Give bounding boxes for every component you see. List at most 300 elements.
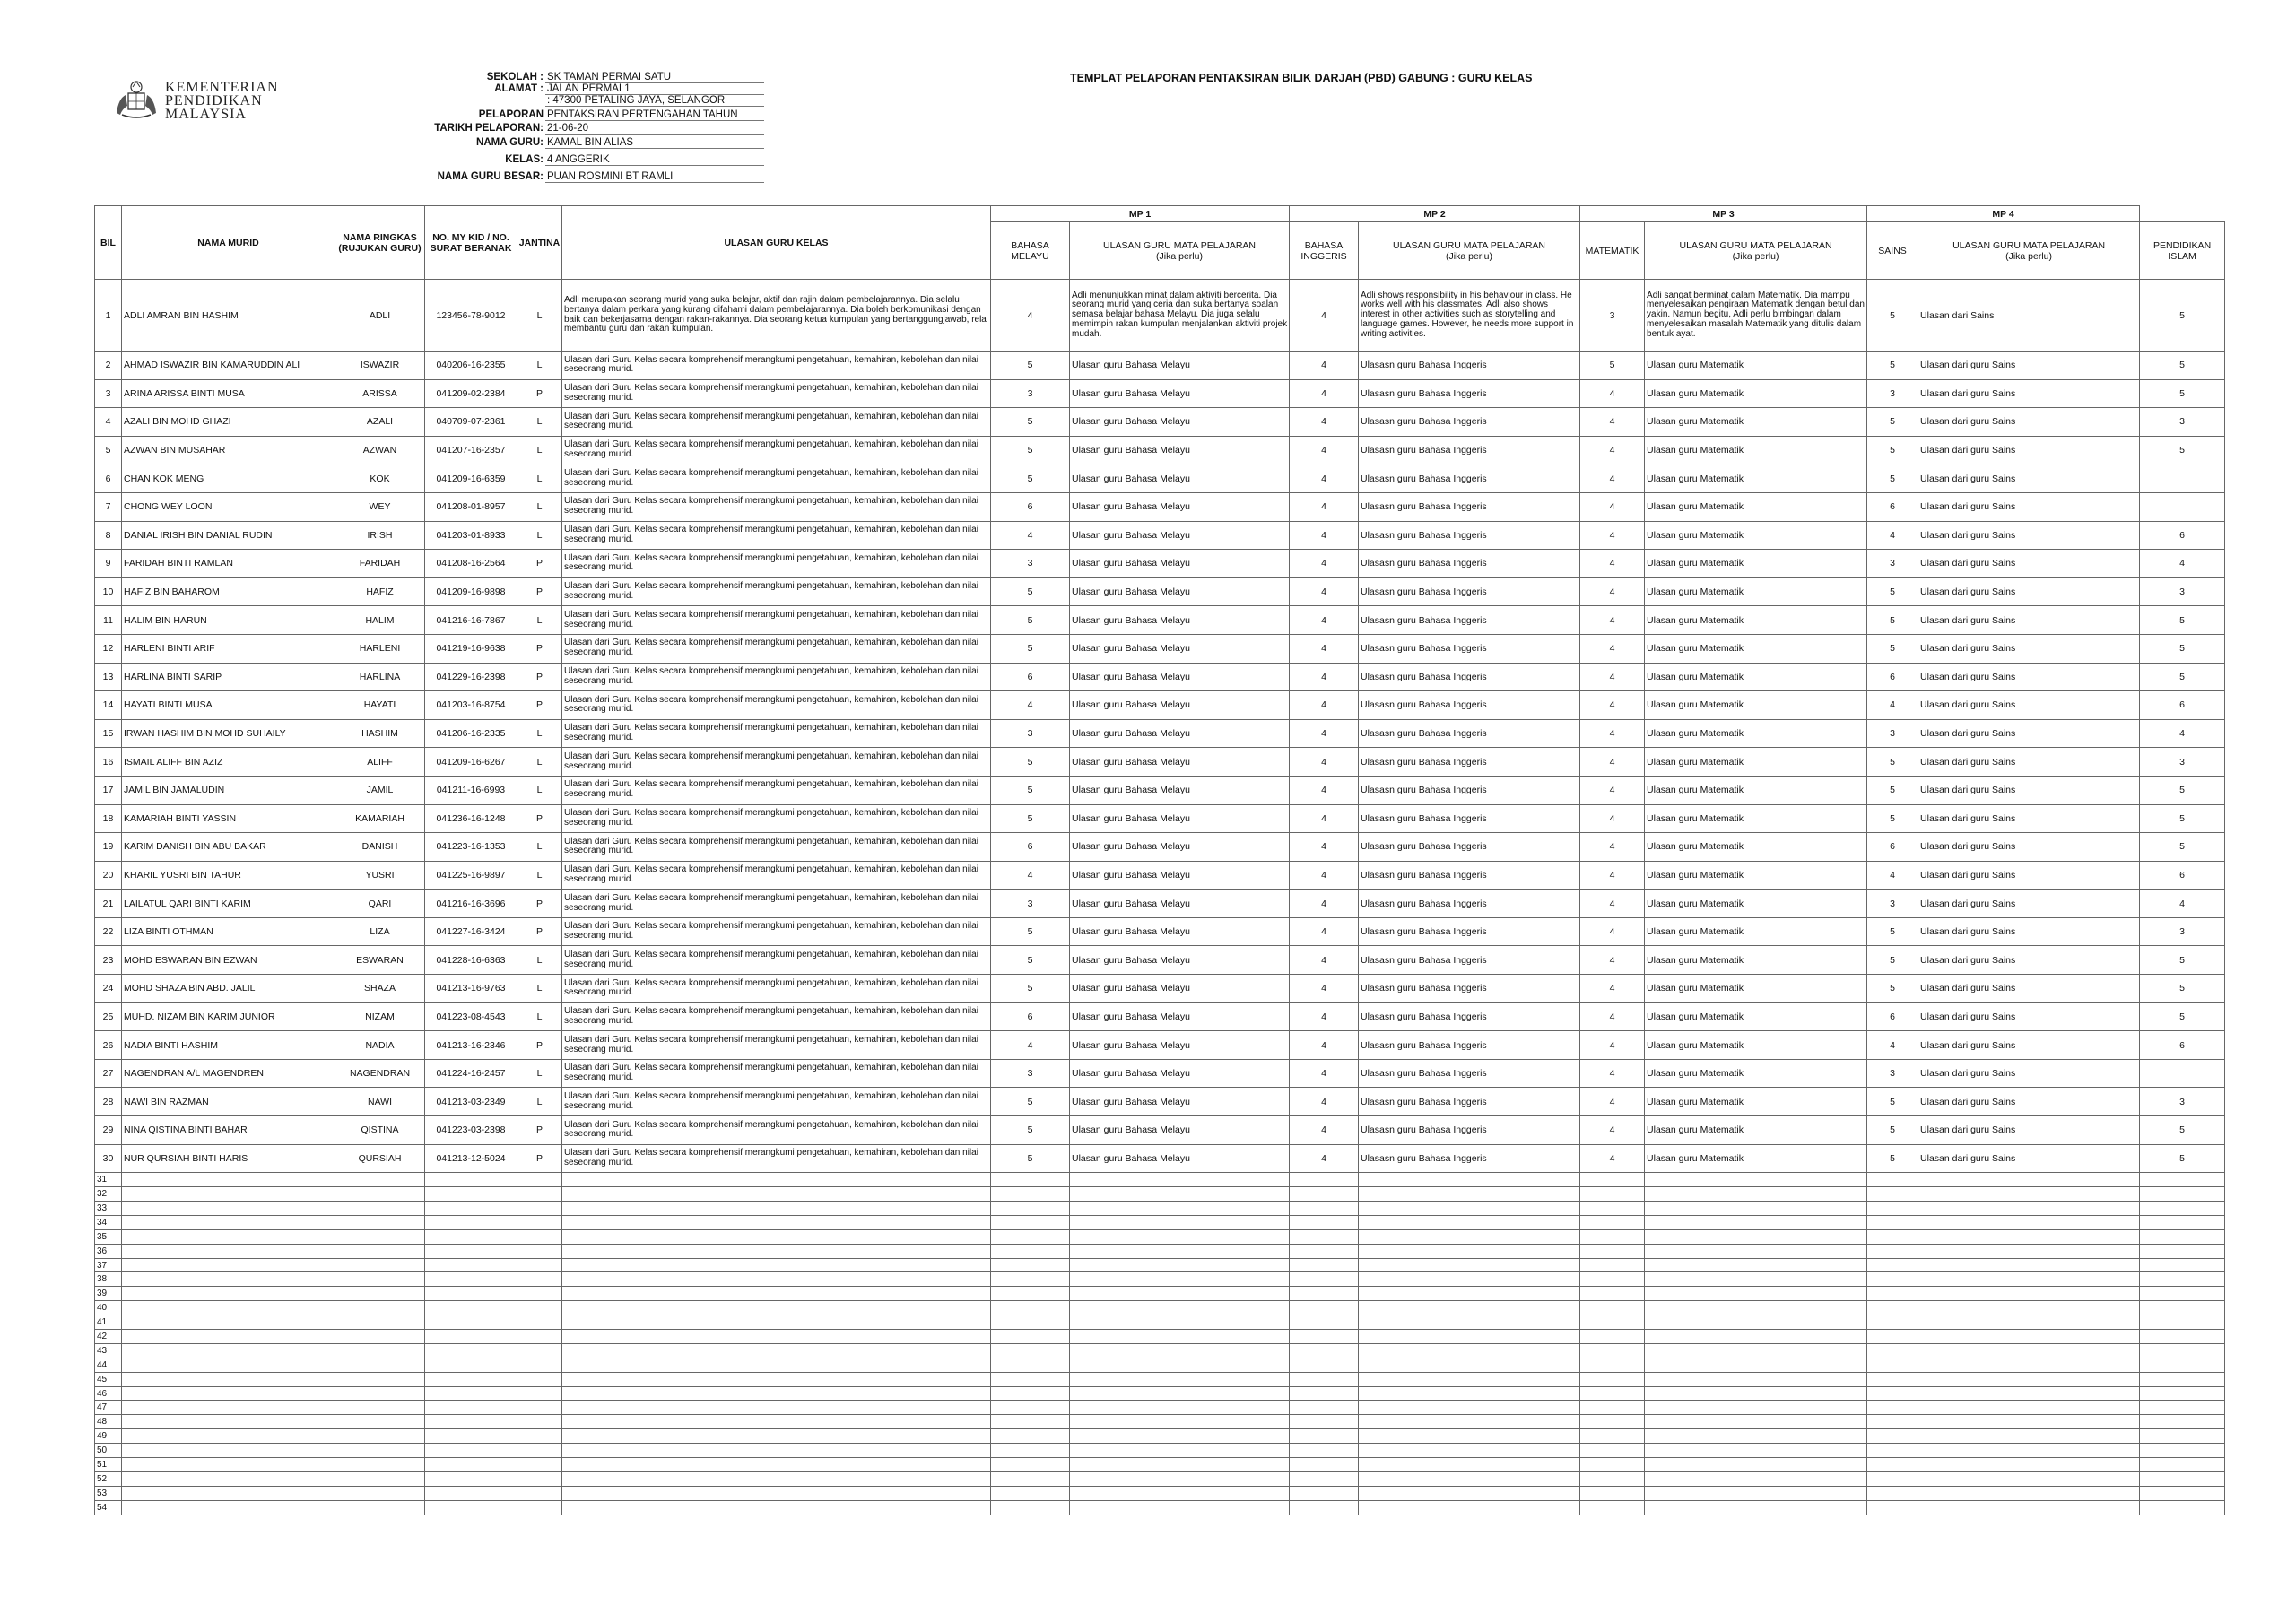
cell-empty xyxy=(562,1500,991,1515)
cell-jantina: P xyxy=(517,890,562,918)
cell-bi: 4 xyxy=(1290,776,1359,804)
cell-ulasan-kelas: Ulasan dari Guru Kelas secara komprehensif merangkumi pengetahuan, kemahiran, kebolehan dan nilai seseorang murid. xyxy=(562,917,991,946)
cell-ulasan-kelas: Ulasan dari Guru Kelas secara komprehensif merangkumi pengetahuan, kemahiran, kebolehan dan nilai seseorang murid. xyxy=(562,379,991,408)
cell-bil: 4 xyxy=(95,408,122,437)
cell-empty xyxy=(1580,1415,1645,1429)
cell-jantina: L xyxy=(517,606,562,635)
cell-sn-ulasan: Ulasan dari guru Sains xyxy=(1918,691,2140,720)
cell-empty xyxy=(335,1258,425,1272)
table-row xyxy=(95,1059,2225,1088)
cell-empty xyxy=(562,1215,991,1229)
cell-ringkas: ESWARAN xyxy=(335,946,425,975)
cell-ringkas: JAMIL xyxy=(335,776,425,804)
cell-empty xyxy=(1645,1486,1867,1500)
cell-empty xyxy=(1070,1215,1290,1229)
cell-sn: 5 xyxy=(1867,1116,1918,1145)
cell-pi: 5 xyxy=(2140,1002,2225,1031)
cell-empty xyxy=(1359,1202,1580,1216)
cell-bil: 23 xyxy=(95,946,122,975)
cell-ringkas: NADIA xyxy=(335,1031,425,1060)
cell-empty xyxy=(517,1244,562,1258)
cell-empty xyxy=(335,1215,425,1229)
cell-ringkas: FARIDAH xyxy=(335,550,425,578)
cell-ringkas: HALIM xyxy=(335,606,425,635)
cell-mykid: 041216-16-7867 xyxy=(425,606,517,635)
cell-empty xyxy=(425,1258,517,1272)
cell-bm-ulasan: Ulasan guru Bahasa Melayu xyxy=(1070,634,1290,663)
cell-empty xyxy=(2140,1202,2225,1216)
cell-empty xyxy=(991,1301,1070,1315)
cell-empty xyxy=(425,1287,517,1301)
cell-sn-ulasan: Ulasan dari guru Sains xyxy=(1918,577,2140,606)
cell-empty xyxy=(1867,1458,1918,1472)
cell-empty xyxy=(1645,1244,1867,1258)
cell-bi-ulasan: Ulasasn guru Bahasa Inggeris xyxy=(1359,691,1580,720)
cell-bil: 30 xyxy=(95,1144,122,1173)
cell-bil: 17 xyxy=(95,776,122,804)
cell-ulasan-kelas: Adli merupakan seorang murid yang suka belajar, aktif dan rajin dalam pembelajarannya. Dia selalu bertanya dalam perkara yang kurang difahami dalam pembelajarannya. Dia boleh berkomunikasi dengan baik dan bekerjasama dengan rakan-rakannya. Dia seorang ketua kumpulan yang bertanggungjawab, rela membantu guru dan rakan kumpulan. xyxy=(562,280,991,352)
cell-empty xyxy=(335,1244,425,1258)
cell-bm-ulasan: Ulasan guru Bahasa Melayu xyxy=(1070,946,1290,975)
cell-empty xyxy=(1290,1372,1359,1386)
table-row xyxy=(95,890,2225,918)
cell-empty xyxy=(2140,1444,2225,1458)
coat-of-arms-icon xyxy=(113,79,160,118)
cell-sn: 5 xyxy=(1867,634,1918,663)
cell-empty xyxy=(562,1372,991,1386)
cell-empty xyxy=(1918,1272,2140,1287)
empty-row xyxy=(95,1244,2225,1258)
sn-jika-perlu: (Jika perlu) xyxy=(2005,250,2053,262)
cell-bm: 5 xyxy=(991,436,1070,464)
empty-row xyxy=(95,1386,2225,1401)
cell-ringkas: KOK xyxy=(335,464,425,493)
cell-nama: IRWAN HASHIM BIN MOHD SUHAILY xyxy=(122,719,335,748)
cell-mykid: 041213-03-2349 xyxy=(425,1088,517,1116)
cell-jantina: P xyxy=(517,634,562,663)
cell-empty xyxy=(1918,1415,2140,1429)
col-jantina-header: JANTINA xyxy=(517,206,562,280)
cell-sn-ulasan: Ulasan dari guru Sains xyxy=(1918,748,2140,777)
cell-empty xyxy=(122,1386,335,1401)
cell-empty xyxy=(1290,1287,1359,1301)
cell-empty xyxy=(1918,1486,2140,1500)
cell-empty xyxy=(1918,1386,2140,1401)
cell-empty xyxy=(1918,1202,2140,1216)
cell-empty xyxy=(1867,1343,1918,1358)
cell-empty xyxy=(1645,1287,1867,1301)
cell-empty xyxy=(1359,1429,1580,1444)
cell-empty xyxy=(2140,1301,2225,1315)
cell-empty xyxy=(1070,1471,1290,1486)
cell-empty xyxy=(1645,1343,1867,1358)
cell-empty xyxy=(1580,1202,1645,1216)
cell-mykid: 041203-01-8933 xyxy=(425,521,517,550)
cell-sn: 3 xyxy=(1867,719,1918,748)
cell-sn: 5 xyxy=(1867,776,1918,804)
cell-empty xyxy=(2140,1372,2225,1386)
cell-bi-ulasan: Ulasasn guru Bahasa Inggeris xyxy=(1359,521,1580,550)
cell-mt: 4 xyxy=(1580,719,1645,748)
cell-pi: 5 xyxy=(2140,1144,2225,1173)
cell-bil: 1 xyxy=(95,280,122,352)
cell-sn-ulasan: Ulasan dari Sains xyxy=(1918,280,2140,352)
cell-empty xyxy=(562,1458,991,1472)
cell-nama: AHMAD ISWAZIR BIN KAMARUDDIN ALI xyxy=(122,352,335,380)
cell-empty xyxy=(1290,1187,1359,1202)
cell-jantina: L xyxy=(517,946,562,975)
cell-mt-ulasan: Ulasan guru Matematik xyxy=(1645,1116,1867,1145)
cell-empty xyxy=(1070,1315,1290,1330)
cell-mt: 4 xyxy=(1580,1002,1645,1031)
cell-pi: 6 xyxy=(2140,691,2225,720)
pelaporan-value: PENTAKSIRAN PERTENGAHAN TAHUN xyxy=(545,109,764,121)
cell-empty xyxy=(991,1500,1070,1515)
cell-pi xyxy=(2140,492,2225,521)
cell-empty xyxy=(991,1471,1070,1486)
table-row xyxy=(95,1116,2225,1145)
cell-empty xyxy=(1070,1415,1290,1429)
cell-bm: 6 xyxy=(991,663,1070,691)
cell-empty xyxy=(1070,1173,1290,1187)
cell-empty xyxy=(2140,1173,2225,1187)
cell-empty xyxy=(335,1343,425,1358)
cell-bi-ulasan: Ulasasn guru Bahasa Inggeris xyxy=(1359,606,1580,635)
cell-sn: 5 xyxy=(1867,917,1918,946)
cell-bm-ulasan: Ulasan guru Bahasa Melayu xyxy=(1070,1059,1290,1088)
cell-empty xyxy=(1580,1429,1645,1444)
cell-mt-ulasan: Ulasan guru Matematik xyxy=(1645,804,1867,833)
cell-bm: 4 xyxy=(991,861,1070,890)
cell-empty xyxy=(1580,1187,1645,1202)
empty-row xyxy=(95,1358,2225,1372)
table-row xyxy=(95,861,2225,890)
table-row xyxy=(95,663,2225,691)
empty-row xyxy=(95,1301,2225,1315)
cell-empty xyxy=(335,1415,425,1429)
cell-bm: 5 xyxy=(991,804,1070,833)
cell-empty xyxy=(425,1330,517,1344)
report-meta xyxy=(430,72,789,183)
cell-empty xyxy=(1645,1301,1867,1315)
cell-ringkas: DANISH xyxy=(335,833,425,862)
cell-empty xyxy=(2140,1187,2225,1202)
cell-empty xyxy=(335,1500,425,1515)
cell-empty xyxy=(1918,1343,2140,1358)
cell-empty xyxy=(335,1386,425,1401)
cell-empty xyxy=(1918,1330,2140,1344)
col-mt-ulasan-header xyxy=(1645,222,1867,280)
cell-empty xyxy=(2140,1415,2225,1429)
cell-empty xyxy=(425,1272,517,1287)
cell-empty xyxy=(1070,1343,1290,1358)
tarikh-label: TARIKH PELAPORAN: xyxy=(434,123,544,134)
cell-nama: NINA QISTINA BINTI BAHAR xyxy=(122,1116,335,1145)
mt-jika-perlu: (Jika perlu) xyxy=(1732,250,1779,262)
cell-mt: 4 xyxy=(1580,975,1645,1003)
cell-empty xyxy=(1918,1315,2140,1330)
cell-bm-ulasan: Ulasan guru Bahasa Melayu xyxy=(1070,408,1290,437)
cell-empty xyxy=(517,1486,562,1500)
alamat-label: ALAMAT : xyxy=(494,83,544,94)
cell-bi-ulasan: Ulasasn guru Bahasa Inggeris xyxy=(1359,748,1580,777)
cell-nama: FARIDAH BINTI RAMLAN xyxy=(122,550,335,578)
bm-jika-perlu: (Jika perlu) xyxy=(1156,250,1203,262)
cell-sn: 6 xyxy=(1867,833,1918,862)
cell-empty xyxy=(517,1173,562,1187)
cell-bi: 4 xyxy=(1290,521,1359,550)
cell-bm-ulasan: Ulasan guru Bahasa Melayu xyxy=(1070,606,1290,635)
cell-bil: 42 xyxy=(95,1330,122,1344)
cell-empty xyxy=(122,1301,335,1315)
cell-sn-ulasan: Ulasan dari guru Sains xyxy=(1918,408,2140,437)
table-row xyxy=(95,946,2225,975)
cell-bm: 5 xyxy=(991,352,1070,380)
cell-pi: 5 xyxy=(2140,833,2225,862)
cell-bil: 43 xyxy=(95,1343,122,1358)
cell-bi-ulasan: Ulasasn guru Bahasa Inggeris xyxy=(1359,946,1580,975)
table-row xyxy=(95,917,2225,946)
cell-empty xyxy=(1867,1429,1918,1444)
pelaporan-label: PELAPORAN xyxy=(478,109,544,120)
cell-empty xyxy=(1359,1386,1580,1401)
cell-empty xyxy=(1290,1272,1359,1287)
cell-empty xyxy=(1918,1258,2140,1272)
cell-empty xyxy=(1359,1486,1580,1500)
cell-mt-ulasan: Ulasan guru Matematik xyxy=(1645,748,1867,777)
cell-sn: 5 xyxy=(1867,946,1918,975)
cell-mt-ulasan: Ulasan guru Matematik xyxy=(1645,606,1867,635)
cell-empty xyxy=(1580,1330,1645,1344)
cell-empty xyxy=(1867,1187,1918,1202)
cell-jantina: P xyxy=(517,1116,562,1145)
cell-empty xyxy=(1070,1401,1290,1415)
cell-empty xyxy=(1290,1444,1359,1458)
cell-empty xyxy=(991,1287,1070,1301)
cell-bi: 4 xyxy=(1290,833,1359,862)
cell-ulasan-kelas: Ulasan dari Guru Kelas secara komprehensif merangkumi pengetahuan, kemahiran, kebolehan dan nilai seseorang murid. xyxy=(562,521,991,550)
cell-bil: 13 xyxy=(95,663,122,691)
cell-empty xyxy=(1290,1486,1359,1500)
cell-empty xyxy=(1867,1500,1918,1515)
cell-empty xyxy=(2140,1244,2225,1258)
cell-empty xyxy=(1290,1315,1359,1330)
cell-empty xyxy=(562,1287,991,1301)
cell-empty xyxy=(425,1458,517,1472)
cell-empty xyxy=(991,1401,1070,1415)
cell-mt-ulasan: Ulasan guru Matematik xyxy=(1645,719,1867,748)
cell-empty xyxy=(1645,1330,1867,1344)
cell-sn-ulasan: Ulasan dari guru Sains xyxy=(1918,917,2140,946)
cell-jantina: P xyxy=(517,804,562,833)
cell-bi-ulasan: Ulasasn guru Bahasa Inggeris xyxy=(1359,833,1580,862)
cell-bi: 4 xyxy=(1290,577,1359,606)
cell-bil: 32 xyxy=(95,1187,122,1202)
cell-sn: 5 xyxy=(1867,352,1918,380)
cell-empty xyxy=(1918,1173,2140,1187)
cell-bm-ulasan: Ulasan guru Bahasa Melayu xyxy=(1070,691,1290,720)
cell-empty xyxy=(1580,1287,1645,1301)
cell-empty xyxy=(562,1187,991,1202)
cell-bil: 6 xyxy=(95,464,122,493)
cell-mt-ulasan: Ulasan guru Matematik xyxy=(1645,521,1867,550)
cell-nama: AZWAN BIN MUSAHAR xyxy=(122,436,335,464)
cell-bil: 50 xyxy=(95,1444,122,1458)
cell-empty xyxy=(1359,1287,1580,1301)
cell-empty xyxy=(1070,1229,1290,1244)
cell-empty xyxy=(1580,1471,1645,1486)
cell-mt: 4 xyxy=(1580,691,1645,720)
cell-empty xyxy=(335,1229,425,1244)
cell-mt-ulasan: Ulasan guru Matematik xyxy=(1645,861,1867,890)
cell-empty xyxy=(1580,1301,1645,1315)
cell-bi: 4 xyxy=(1290,492,1359,521)
cell-empty xyxy=(1070,1330,1290,1344)
cell-nama: HARLENI BINTI ARIF xyxy=(122,634,335,663)
cell-bi: 4 xyxy=(1290,464,1359,493)
cell-empty xyxy=(1359,1343,1580,1358)
cell-pi xyxy=(2140,1059,2225,1088)
cell-mt-ulasan: Ulasan guru Matematik xyxy=(1645,634,1867,663)
table-row xyxy=(95,691,2225,720)
cell-empty xyxy=(335,1315,425,1330)
cell-mt: 4 xyxy=(1580,436,1645,464)
cell-jantina: L xyxy=(517,1002,562,1031)
cell-bi-ulasan: Ulasasn guru Bahasa Inggeris xyxy=(1359,1116,1580,1145)
cell-nama: ARINA ARISSA BINTI MUSA xyxy=(122,379,335,408)
cell-empty xyxy=(1070,1458,1290,1472)
cell-empty xyxy=(1645,1458,1867,1472)
cell-bil: 29 xyxy=(95,1116,122,1145)
document-title: TEMPLAT PELAPORAN PENTAKSIRAN BILIK DARJAH (PBD) GABUNG : GURU KELAS xyxy=(1070,72,1533,84)
cell-empty xyxy=(335,1429,425,1444)
col-bi-header: BAHASA INGGERIS xyxy=(1290,222,1359,280)
cell-nama: LAILATUL QARI BINTI KARIM xyxy=(122,890,335,918)
empty-row xyxy=(95,1173,2225,1187)
cell-sn: 4 xyxy=(1867,1031,1918,1060)
cell-ulasan-kelas: Ulasan dari Guru Kelas secara komprehensif merangkumi pengetahuan, kemahiran, kebolehan dan nilai seseorang murid. xyxy=(562,550,991,578)
cell-empty xyxy=(991,1330,1070,1344)
cell-empty xyxy=(1867,1330,1918,1344)
cell-mt: 5 xyxy=(1580,352,1645,380)
cell-ringkas: ISWAZIR xyxy=(335,352,425,380)
cell-sn-ulasan: Ulasan dari guru Sains xyxy=(1918,1144,2140,1173)
tarikh-value: 21-06-20 xyxy=(545,123,764,135)
cell-bm: 5 xyxy=(991,975,1070,1003)
cell-bm-ulasan: Ulasan guru Bahasa Melayu xyxy=(1070,436,1290,464)
empty-row xyxy=(95,1330,2225,1344)
cell-mt: 4 xyxy=(1580,464,1645,493)
cell-empty xyxy=(1070,1429,1290,1444)
cell-mt: 4 xyxy=(1580,634,1645,663)
cell-sn-ulasan: Ulasan dari guru Sains xyxy=(1918,436,2140,464)
cell-nama: HAYATI BINTI MUSA xyxy=(122,691,335,720)
cell-empty xyxy=(335,1202,425,1216)
cell-empty xyxy=(335,1458,425,1472)
cell-bi: 4 xyxy=(1290,634,1359,663)
cell-empty xyxy=(562,1229,991,1244)
cell-nama: ADLI AMRAN BIN HASHIM xyxy=(122,280,335,352)
cell-empty xyxy=(517,1458,562,1472)
cell-bi-ulasan: Ulasasn guru Bahasa Inggeris xyxy=(1359,577,1580,606)
cell-mt-ulasan: Ulasan guru Matematik xyxy=(1645,408,1867,437)
empty-row xyxy=(95,1272,2225,1287)
cell-bi: 4 xyxy=(1290,663,1359,691)
col-ringkas-header: NAMA RINGKAS (RUJUKAN GURU) xyxy=(335,206,425,280)
cell-empty xyxy=(562,1330,991,1344)
cell-empty xyxy=(425,1372,517,1386)
cell-empty xyxy=(2140,1215,2225,1229)
cell-bm-ulasan: Ulasan guru Bahasa Melayu xyxy=(1070,1002,1290,1031)
cell-bil: 12 xyxy=(95,634,122,663)
cell-ulasan-kelas: Ulasan dari Guru Kelas secara komprehensif merangkumi pengetahuan, kemahiran, kebolehan dan nilai seseorang murid. xyxy=(562,975,991,1003)
guru-besar-label: NAMA GURU BESAR: xyxy=(437,171,544,182)
cell-mt: 4 xyxy=(1580,1144,1645,1173)
col-mt-header: MATEMATIK xyxy=(1580,222,1645,280)
cell-jantina: L xyxy=(517,1088,562,1116)
cell-mt-ulasan: Ulasan guru Matematik xyxy=(1645,379,1867,408)
cell-empty xyxy=(517,1444,562,1458)
cell-empty xyxy=(1359,1330,1580,1344)
cell-ringkas: ARISSA xyxy=(335,379,425,408)
table-row xyxy=(95,804,2225,833)
cell-mt: 4 xyxy=(1580,379,1645,408)
cell-mt: 4 xyxy=(1580,861,1645,890)
cell-empty xyxy=(335,1187,425,1202)
cell-empty xyxy=(335,1173,425,1187)
cell-empty xyxy=(1918,1287,2140,1301)
cell-empty xyxy=(122,1229,335,1244)
cell-empty xyxy=(425,1471,517,1486)
cell-empty xyxy=(517,1471,562,1486)
cell-pi: 3 xyxy=(2140,1088,2225,1116)
cell-empty xyxy=(122,1500,335,1515)
cell-bil: 11 xyxy=(95,606,122,635)
sekolah-value: SK TAMAN PERMAI SATU xyxy=(545,72,764,83)
cell-bm-ulasan: Ulasan guru Bahasa Melayu xyxy=(1070,890,1290,918)
cell-empty xyxy=(991,1458,1070,1472)
cell-mykid: 041225-16-9897 xyxy=(425,861,517,890)
cell-mt: 4 xyxy=(1580,1116,1645,1145)
cell-bm-ulasan: Ulasan guru Bahasa Melayu xyxy=(1070,1031,1290,1060)
cell-mt: 4 xyxy=(1580,776,1645,804)
cell-empty xyxy=(1359,1372,1580,1386)
cell-empty xyxy=(122,1486,335,1500)
cell-pi: 5 xyxy=(2140,946,2225,975)
cell-bm: 5 xyxy=(991,1116,1070,1145)
cell-bil: 7 xyxy=(95,492,122,521)
cell-empty xyxy=(1070,1486,1290,1500)
cell-empty xyxy=(1359,1258,1580,1272)
table-row xyxy=(95,1088,2225,1116)
cell-bm: 5 xyxy=(991,917,1070,946)
cell-pi: 5 xyxy=(2140,436,2225,464)
cell-bi-ulasan: Ulasasn guru Bahasa Inggeris xyxy=(1359,379,1580,408)
cell-bm: 5 xyxy=(991,1144,1070,1173)
table-row xyxy=(95,776,2225,804)
cell-ulasan-kelas: Ulasan dari Guru Kelas secara komprehensif merangkumi pengetahuan, kemahiran, kebolehan dan nilai seseorang murid. xyxy=(562,1144,991,1173)
cell-ulasan-kelas: Ulasan dari Guru Kelas secara komprehensif merangkumi pengetahuan, kemahiran, kebolehan dan nilai seseorang murid. xyxy=(562,606,991,635)
cell-nama: ISMAIL ALIFF BIN AZIZ xyxy=(122,748,335,777)
cell-bil: 8 xyxy=(95,521,122,550)
empty-row xyxy=(95,1202,2225,1216)
cell-ulasan-kelas: Ulasan dari Guru Kelas secara komprehensif merangkumi pengetahuan, kemahiran, kebolehan dan nilai seseorang murid. xyxy=(562,408,991,437)
cell-pi: 3 xyxy=(2140,748,2225,777)
cell-bi: 4 xyxy=(1290,917,1359,946)
col-bi-ulasan-header xyxy=(1359,222,1580,280)
cell-bi: 4 xyxy=(1290,1088,1359,1116)
cell-empty xyxy=(517,1202,562,1216)
